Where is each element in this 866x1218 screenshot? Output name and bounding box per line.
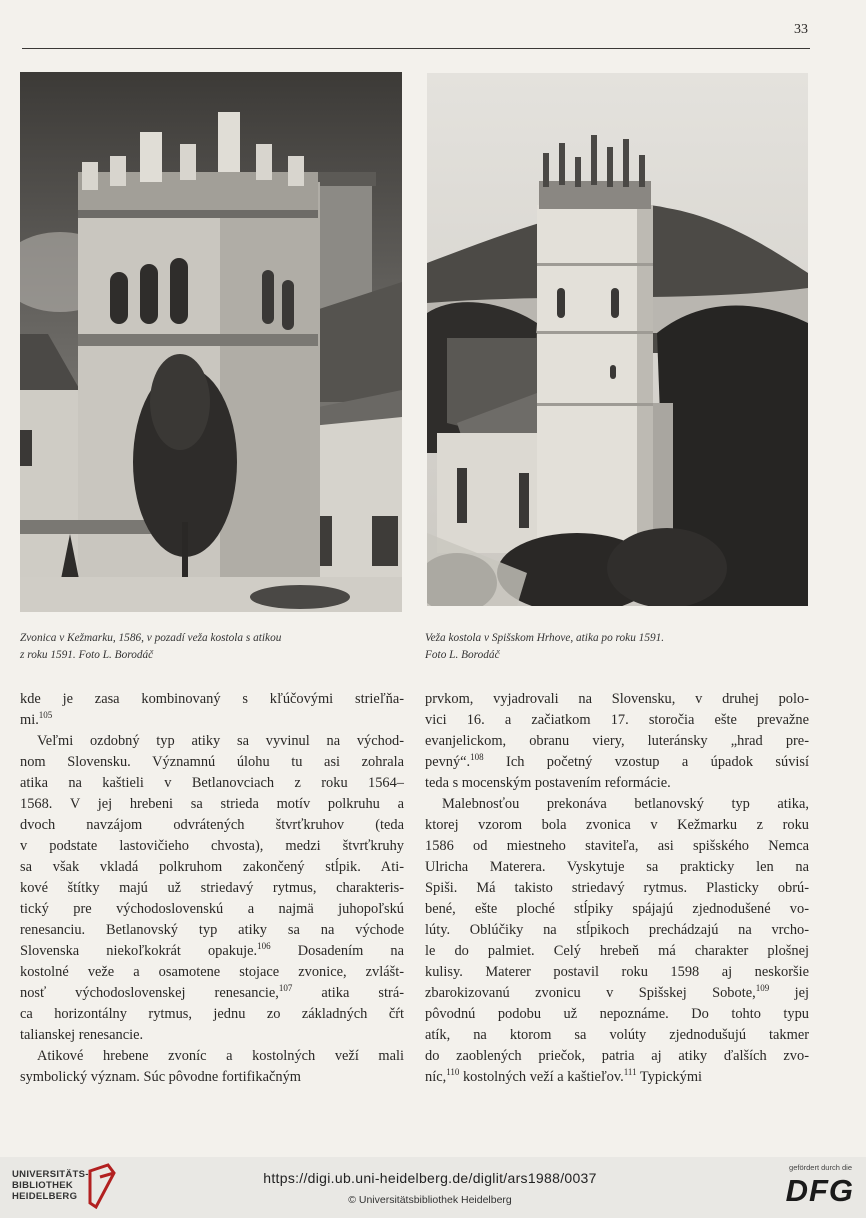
footnote-ref[interactable]: 109 — [755, 983, 770, 994]
text-line — [425, 731, 809, 752]
text-line-content: ktorej vzorom bola zvonica v Kežmarku z roku — [425, 817, 809, 833]
text-line — [20, 815, 404, 836]
library-emblem-icon — [86, 1163, 120, 1209]
header-rule — [22, 48, 810, 49]
text-line — [425, 920, 809, 941]
digital-object-link[interactable]: https://digi.ub.uni-heidelberg.de/diglit/ars1988/0037 — [263, 1170, 597, 1186]
text-line-content: talianskej renesancie. — [20, 1027, 144, 1043]
text-line — [20, 857, 404, 878]
text-line — [20, 710, 404, 731]
caption-left — [20, 630, 405, 664]
library-line3: HEIDELBERG — [12, 1191, 78, 1202]
text-line-content: Ich početný vzostup a úpadok súvisí — [483, 754, 809, 770]
text-line — [425, 710, 809, 731]
footer-bar — [0, 1157, 866, 1218]
text-line-content: dvoch navzájom odvrátených štvrťkruhov (teda — [20, 817, 404, 833]
text-line — [425, 878, 809, 899]
text-line-content: jej — [769, 985, 809, 1001]
caption-left-line2: z roku 1591. Foto L. Borodáč — [20, 649, 154, 661]
text-line — [425, 815, 809, 836]
text-line — [20, 1067, 404, 1088]
text-line-content: kostolných veží a kaštieľov. — [459, 1069, 624, 1085]
caption-right-line1: Veža kostola v Spišskom Hrhove, atika po roku 1591. — [425, 632, 665, 644]
text-line-content: Atikové hrebene zvoníc a kostolných veží mali — [37, 1048, 404, 1064]
text-line-content: pôvodnú podobu už nepoznáme. Do tohto typu — [425, 1006, 809, 1022]
text-line — [20, 962, 404, 983]
text-line — [425, 1025, 809, 1046]
text-line-content: ca horizontálny rytmus, jednu zo základných čŕt — [20, 1006, 404, 1022]
text-line — [20, 920, 404, 941]
text-line-content: tický pre východoslovenskú a najmä juhopoľskú — [20, 901, 404, 917]
text-line-content: atika na kaštieli v Betlanovciach z roku 1564– — [20, 775, 404, 791]
text-line — [425, 899, 809, 920]
text-line — [20, 731, 404, 752]
text-line-content: symbolický význam. Súc pôvodne fortifikačným — [20, 1069, 301, 1085]
footnote-ref[interactable]: 107 — [278, 983, 293, 994]
text-line — [425, 1046, 809, 1067]
text-line-content: Typickými — [636, 1069, 703, 1085]
text-line-content: 1568. V jej hrebeni sa strieda motív polkruhu a — [20, 796, 404, 812]
dfg-logo[interactable]: DFG — [785, 1173, 854, 1208]
text-line-content: Malebnosťou prekonáva betlanovský typ atika, — [442, 796, 809, 812]
text-line-content: atík, na ktorom sa volúty zjednodušujú takmer — [425, 1027, 809, 1043]
text-line — [425, 983, 809, 1004]
text-line-content: bené, ešte ploché stĺpiky spájajú zjednodušené vo- — [425, 901, 809, 917]
text-line — [425, 836, 809, 857]
text-line — [20, 752, 404, 773]
footnote-ref[interactable]: 110 — [446, 1067, 460, 1078]
text-line-content: evanjelickom, obranu viery, luteránsky „hrad pre- — [425, 733, 809, 749]
text-line-content: vici 16. a začiatkom 17. storočia ešte prevažne — [425, 712, 809, 728]
text-line — [425, 752, 809, 773]
text-line — [20, 878, 404, 899]
text-line — [425, 794, 809, 815]
body-column-left — [20, 689, 404, 1088]
text-line-content: atika strá- — [292, 985, 405, 1001]
sponsor-label: gefördert durch die — [789, 1163, 852, 1172]
text-line-content: kulisy. Materer postavil roku 1598 aj neskoršie — [425, 964, 809, 980]
text-line — [20, 941, 404, 962]
footnote-ref[interactable]: 105 — [38, 710, 53, 721]
footnote-ref[interactable]: 106 — [257, 941, 271, 952]
library-logo-text[interactable] — [12, 1169, 89, 1202]
text-line — [20, 1025, 404, 1046]
text-line-content: Ulricha Materera. Vyskytuje sa prakticky len na — [425, 859, 809, 875]
caption-right-line2: Foto L. Borodáč — [425, 649, 500, 661]
text-line-content: sa však vkladá polkruhom zakončený stĺpik. Ati- — [20, 859, 404, 875]
text-line-content: Spiši. Má takisto striedavý rytmus. Plasticky obrú- — [425, 880, 809, 896]
footnote-ref[interactable]: 111 — [623, 1067, 637, 1078]
text-line-content: prvkom, vyjadrovali na Slovensku, v druhej polo- — [425, 691, 809, 707]
footnote-ref[interactable]: 108 — [470, 752, 484, 763]
text-line-content: níc, — [425, 1069, 447, 1085]
text-line-content: mi. — [20, 712, 39, 728]
text-line-content: lúty. Oblúčiky na stĺpikoch prechádzajú na vrcho- — [425, 922, 809, 938]
text-line-content: v podstate lastovičieho chvosta), medzi štvrťkruhy — [20, 838, 404, 854]
caption-right — [425, 630, 810, 664]
text-line — [425, 689, 809, 710]
text-line — [20, 773, 404, 794]
caption-left-line1: Zvonica v Kežmarku, 1586, v pozadí veža kostola s atikou — [20, 632, 282, 644]
text-line-content: teda s mocenským postavením reformácie. — [425, 775, 671, 791]
text-line-content: zbarokizovanú zvonicu v Spišskej Sobote, — [425, 985, 756, 1001]
text-line — [20, 1004, 404, 1025]
text-line — [20, 983, 404, 1004]
text-line-content: nom Slovensku. Významnú úlohu tu asi zohrala — [20, 754, 404, 770]
text-line — [20, 836, 404, 857]
text-line-content: kde je zasa kombinovaný s kľúčovými strieľňa- — [20, 691, 404, 707]
photo-spissky-hrhov-tower — [427, 73, 808, 606]
text-line-content: kostolné veže a osamotene stojace zvonice, zvlášt- — [20, 964, 404, 980]
library-line1: UNIVERSITÄTS- — [12, 1169, 89, 1180]
text-line — [425, 1004, 809, 1025]
copyright-notice: © Universitätsbibliothek Heidelberg — [348, 1194, 512, 1206]
text-line-content: Slovenska niekoľkokrát opakuje. — [20, 943, 258, 959]
page-number: 33 — [794, 22, 808, 37]
text-line — [20, 794, 404, 815]
text-line-content: nosť východoslovenskej renesancie, — [20, 985, 279, 1001]
photo-kezmarok-bell-tower — [20, 72, 402, 612]
text-line-content: renesanciu. Betlanovský typ atiky sa na východe — [20, 922, 404, 938]
text-line — [20, 1046, 404, 1067]
body-column-right — [425, 689, 809, 1088]
text-line — [425, 773, 809, 794]
library-line2: BIBLIOTHEK — [12, 1180, 74, 1191]
text-line — [20, 689, 404, 710]
text-line — [425, 857, 809, 878]
text-line-content: kové štítky majú už striedavý rytmus, charakteris- — [20, 880, 404, 896]
text-line — [425, 1067, 809, 1088]
text-line-content: le do palmiet. Celý hrebeň má charakter plošnej — [425, 943, 809, 959]
text-line-content: pevný“. — [425, 754, 471, 770]
text-line-content: 1586 od miestneho staviteľa, asi spišského Nemca — [425, 838, 809, 854]
text-line — [20, 899, 404, 920]
text-line-content: do zaoblených priečok, patria aj atiky ďalších zvo- — [425, 1048, 809, 1064]
text-line-content: Veľmi ozdobný typ atiky sa vyvinul na východ- — [37, 733, 404, 749]
text-line-content: Dosadením na — [270, 943, 404, 959]
text-line — [425, 941, 809, 962]
text-line — [425, 962, 809, 983]
